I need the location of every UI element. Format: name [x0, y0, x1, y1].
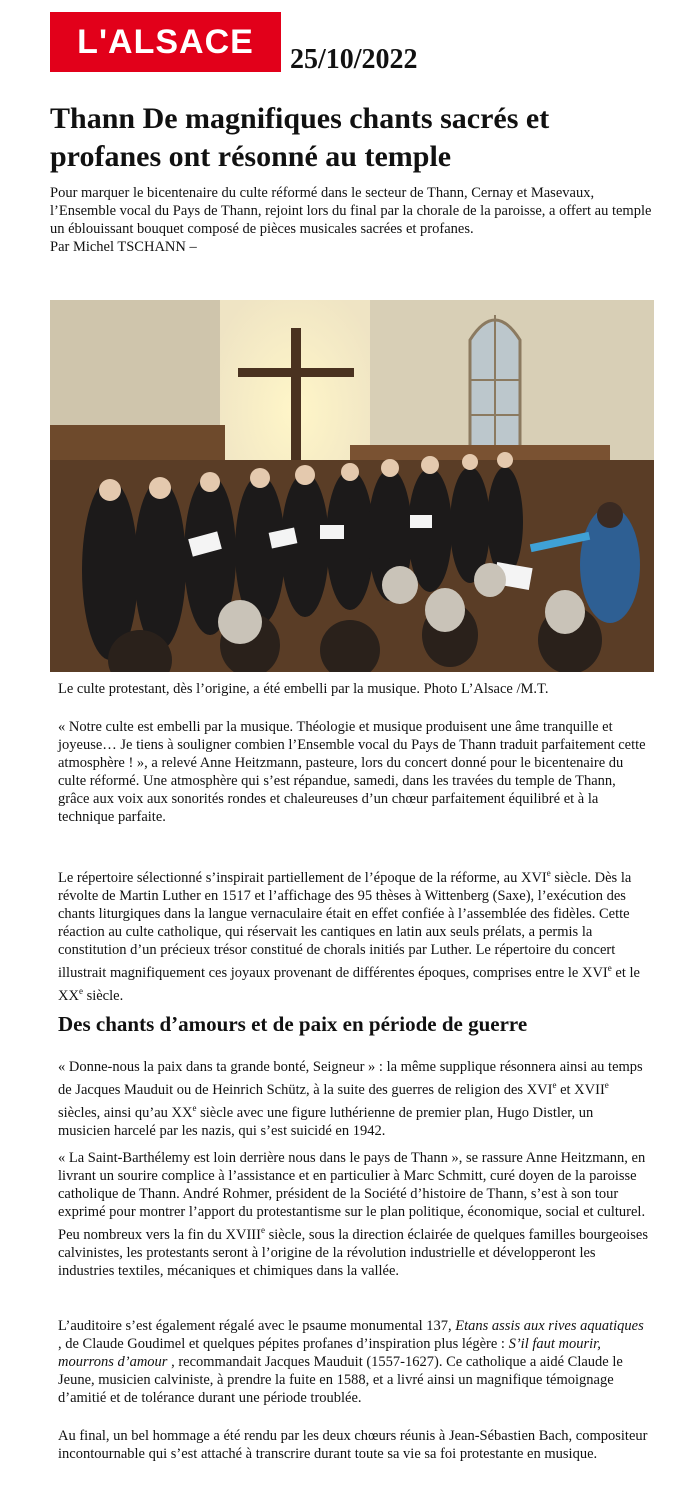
p2-sup-2: e — [607, 962, 612, 973]
article-title: Thann De magnifiques chants sacrés et profanes ont résonné au temple — [50, 102, 550, 173]
p4-part-b: siècle, sous la direction éclairée de quelques familles bourgeoises calvinistes, les protestants seront à l’origine de la révolution industrielle et développeront les industries textiles, mécaniques et chimiques dans la vallée. — [58, 1226, 648, 1279]
p3-sup-2: e — [604, 1080, 609, 1090]
p3-part-d: siècle avec une figure luthérienne de premier plan, Hugo Distler, un musicien harcelé par les nazis, qui s’est suicidé en 1942. — [58, 1104, 594, 1139]
p5-part-b: , de Claude Goudimel et quelques pépites profanes d’inspiration plus légère : — [58, 1336, 509, 1352]
lead-text: Pour marquer le bicentenaire du culte réformé dans le secteur de Thann, Cernay et Masevaux, l’Ensemble vocal du Pays de Thann, rejoint lors du final par la chorale de la paroisse, a offert au temple un éblouissant bouquet composé de pièces musicales sacrées et profanes. — [50, 185, 652, 237]
p4-sup-1: e — [260, 1225, 265, 1235]
concert-photo-illustration — [50, 300, 654, 672]
logo-text: L'ALSACE — [77, 22, 254, 61]
paragraph-6: Au final, un bel hommage a été rendu par les deux chœurs réunis à Jean-Sébastien Bach, compositeur incontournable qui s’est attaché à transcrire durant toute sa vie sa foi protestante en musique. — [58, 1428, 648, 1462]
p2-sup-3: e — [78, 985, 83, 996]
p3-part-a: « Donne-nous la paix dans ta grande bonté, Seigneur » : la même supplique résonnera ainsi au temps de Jacques Mauduit ou de Heinrich Schütz, à la suite des guerres de religion des XVI — [58, 1059, 643, 1098]
p2-part-d: siècle. — [82, 987, 124, 1004]
subheading: Des chants d’amours et de paix en période de guerre — [58, 1012, 528, 1036]
byline: Par Michel TSCHANN – — [50, 239, 197, 255]
p4-part-a: « La Saint-Barthélemy est loin derrière nous dans le pays de Thann », se rassure Anne Heitzmann, en livrant un sourire complice à l’assistance et en particulier à Marc Schmitt, curé doyen de la paroisse catholique de Thann. André Rohmer, président de la Société d’histoire de Thann, s’est à son tour exprimé pour montrer l’apport du protestantisme sur le plan politique, économique, social et culturel. Peu nombreux vers la fin du XVIII — [58, 1150, 646, 1243]
p5-part-c: , recommandait Jacques Mauduit (1557-1627). Ce catholique a aidé Claude le Jeune, musicien calviniste, à prendre la fuite en 1588, et a livré ainsi un magnifique témoignage d’amitié et de tolérance durant une période troublée. — [58, 1354, 623, 1406]
p3-sup-1: e — [552, 1080, 557, 1090]
paragraph-3 — [58, 1058, 648, 1140]
p2-part-a: Le répertoire sélectionné s’inspirait partiellement de l’époque de la réforme, au XVI — [58, 869, 547, 886]
p3-part-b: et XVII — [556, 1081, 605, 1098]
newspaper-logo — [50, 12, 281, 72]
publication-date: 25/10/2022 — [290, 44, 418, 75]
p2-part-c: et le XX — [58, 964, 640, 1004]
photo-caption: Le culte protestant, dès l’origine, a été embelli par la musique. Photo L’Alsace /M.T. — [58, 681, 549, 697]
paragraph-1: « Notre culte est embelli par la musique. Théologie et musique produisent une âme tranquille et joyeuse… Je tiens à souligner combien l’Ensemble vocal du Pays de Thann traduit parfaitement cette atmosphère ! », a relevé Anne Heitzmann, pasteure, lors du concert donné pour le bicentenaire du culte réformé. Une atmosphère qui s’est répandue, samedi, dans les travées du temple de Thann, grâce aux voix aux sonorités rondes et chaleureuses d’un chœur parfaitement équilibré et à la technique parfaite. — [58, 719, 646, 825]
paragraph-5 — [58, 1317, 648, 1407]
p3-part-c: siècles, ainsi qu’au XX — [58, 1104, 193, 1121]
p2-sup-1: e — [546, 868, 551, 878]
concert-photo — [50, 300, 654, 672]
paragraph-4 — [58, 1149, 648, 1280]
p2-part-b: siècle. Dès la révolte de Martin Luther en 1517 et l’affichage des 95 thèses à Wittenberg (Saxe), l’exécution des chants liturgiques dans la langue vernaculaire était en effet confiée à l’assemblée des fidèles. Cette réaction au culte catholique, qui réservait les cantiques en latin aux seuls prélats, a permis la constitution d’un précieux trésor constitué de chorals initiés par Luther. Le répertoire du concert illustrait magnifiquement ces joyaux provenant de différentes époques, comprises entre le XVI — [58, 869, 632, 981]
article-lead — [50, 184, 660, 256]
paragraph-2 — [58, 864, 648, 1004]
p5-italic-title-1: Etans assis aux rives aquatiques — [455, 1318, 644, 1334]
p3-sup-3: e — [192, 1102, 197, 1113]
p5-italic-title-2: S’il faut mourir, mourrons d’amour — [58, 1336, 601, 1370]
p5-part-a: L’auditoire s’est également régalé avec le psaume monumental 137, — [58, 1318, 456, 1334]
